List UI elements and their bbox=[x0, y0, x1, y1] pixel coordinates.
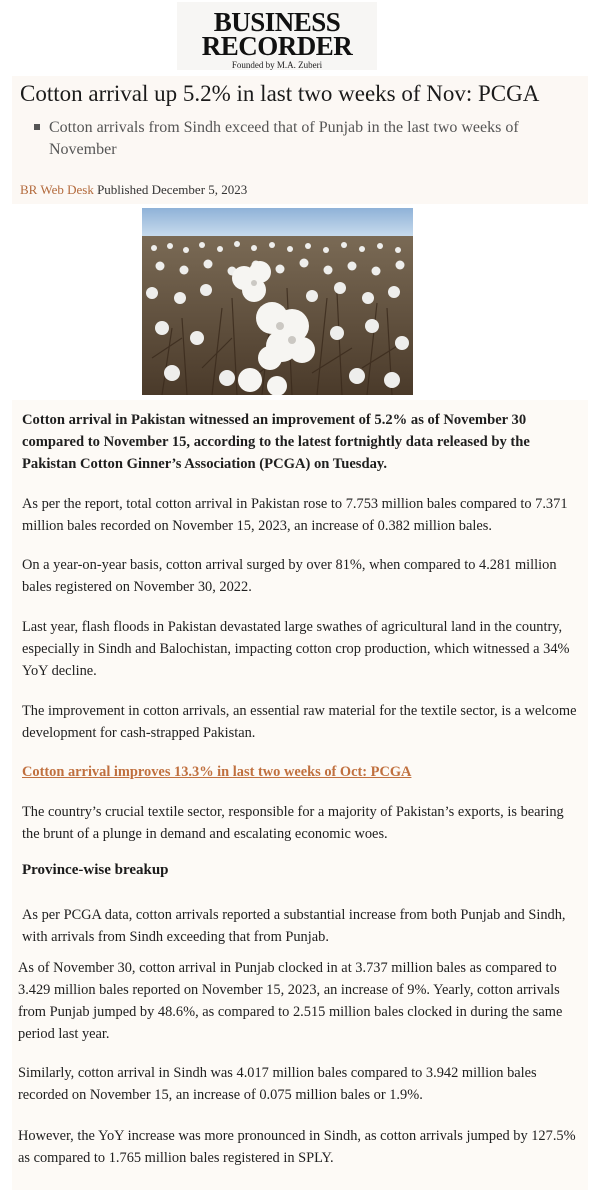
paragraph-1: As per the report, total cotton arrival in Pakistan rose to 7.753 million bales compared to 7.371 million bales recorded on November 15, 2023, an increase of 0.382 million bales. bbox=[22, 496, 568, 534]
section-subhead: Province-wise breakup bbox=[22, 862, 169, 878]
paragraph-3: Last year, flash floods in Pakistan devastated large swathes of agricultural land in the country, especially in Sindh and Balochistan, impacting cotton crop production, which witnessed a 34% YoY decline. bbox=[22, 619, 570, 679]
bullet-square-icon bbox=[34, 124, 40, 130]
byline-date: Published December 5, 2023 bbox=[97, 182, 248, 197]
masthead-logo[interactable] bbox=[177, 2, 377, 70]
paragraph-9: However, the YoY increase was more pronounced in Sindh, as cotton arrivals jumped by 127.5% as compared to 1.765 million bales registered in SPLY. bbox=[18, 1128, 576, 1166]
related-article-link[interactable]: Cotton arrival improves 13.3% in last two weeks of Oct: PCGA bbox=[22, 764, 412, 780]
summary-bullet-text: Cotton arrivals from Sindh exceed that of Punjab in the last two weeks of November bbox=[49, 119, 519, 158]
article-headline: Cotton arrival up 5.2% in last two weeks of Nov: PCGA bbox=[20, 81, 540, 106]
byline bbox=[20, 182, 247, 198]
paragraph-6: As per PCGA data, cotton arrivals reported a substantial increase from both Punjab and Sindh, with arrivals from Sindh exceeding that from Punjab. bbox=[22, 907, 566, 945]
paragraph-7: As of November 30, cotton arrival in Punjab clocked in at 3.737 million bales as compared to 3.429 million bales reported on November 15, 2023, an increase of 9%. Yearly, cotton arrivals from Punjab jumped by 48.6%, as compared to 2.515 million bales clocked in during the same period last year. bbox=[18, 960, 563, 1042]
summary-bullet bbox=[34, 117, 564, 161]
paragraph-2: On a year-on-year basis, cotton arrival surged by over 81%, when compared to 4.281 million bales registered on November 30, 2022. bbox=[22, 557, 557, 595]
paragraph-5: The country’s crucial textile sector, responsible for a majority of Pakistan’s exports, is bearing the brunt of a plunge in demand and escalating economic woes. bbox=[22, 804, 564, 842]
paragraph-4: The improvement in cotton arrivals, an essential raw material for the textile sector, is a welcome development for cash-strapped Pakistan. bbox=[22, 703, 577, 741]
logo-line-recorder: RECORDER bbox=[201, 31, 353, 61]
paragraph-8: Similarly, cotton arrival in Sindh was 4.017 million bales compared to 3.942 million bales recorded on November 15, an increase of 0.075 million bales or 1.9%. bbox=[18, 1065, 537, 1103]
cotton-field-photo bbox=[142, 208, 413, 395]
article-lead: Cotton arrival in Pakistan witnessed an improvement of 5.2% as of November 30 compared to November 15, according to the latest fortnightly data released by the Pakistan Cotton Ginner’s Association (PCGA) on Tuesday. bbox=[22, 412, 530, 472]
byline-author[interactable]: BR Web Desk bbox=[20, 182, 94, 197]
logo-line-business: BUSINESS bbox=[213, 7, 341, 37]
logo-tagline: Founded by M.A. Zuberi bbox=[231, 60, 323, 70]
